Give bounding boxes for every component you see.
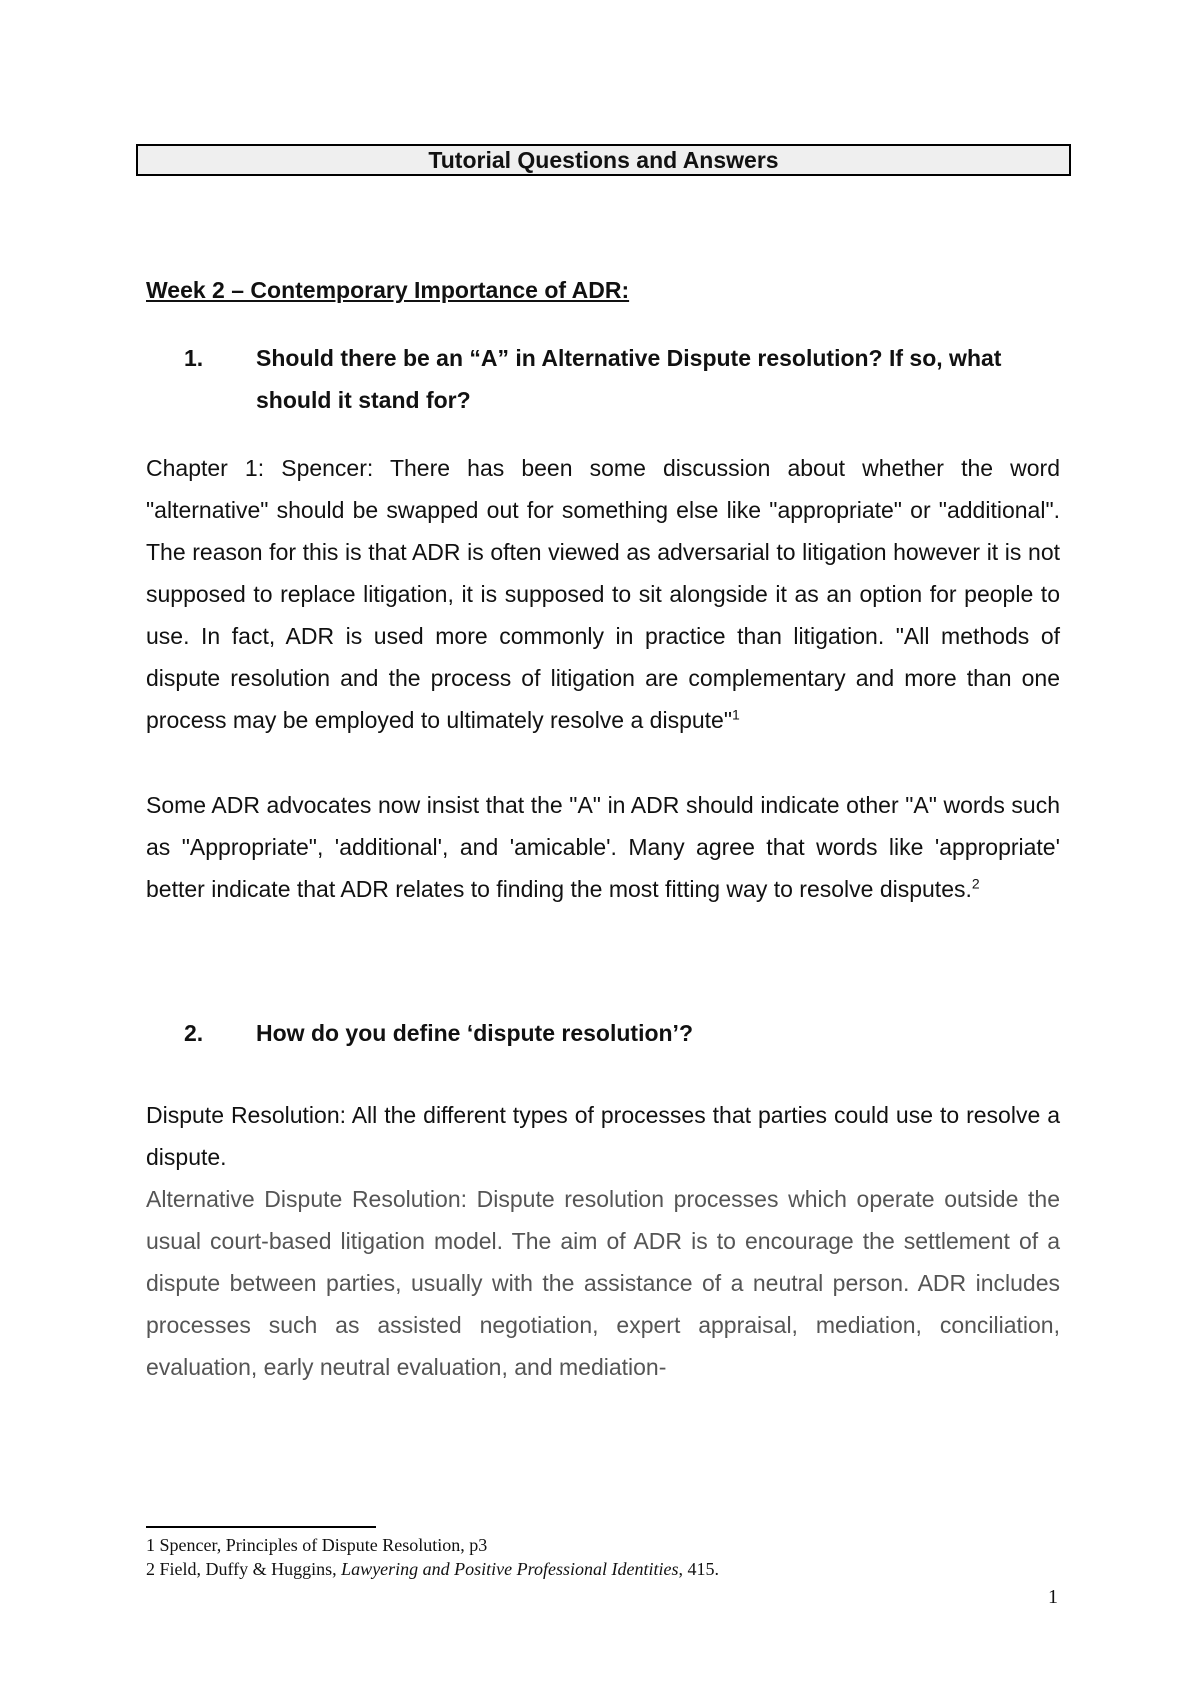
- question-2-number: 2.: [184, 1020, 204, 1046]
- answer-paragraph-2: [146, 784, 1060, 910]
- question-1-number: 1.: [184, 345, 204, 371]
- footnote-2-prefix: 2 Field, Duffy & Huggins,: [146, 1559, 342, 1579]
- definition-dispute-resolution: Dispute Resolution: All the different types of processes that parties could use to resolve a dispute.: [146, 1102, 1060, 1170]
- question-1-text: Should there be an “A” in Alternative Dispute resolution? If so, what should it stand for?: [256, 345, 1002, 413]
- answer-paragraph-2-text: Some ADR advocates now insist that the "A" in ADR should indicate other "A" words such as "Appropriate", 'additional', and 'amicable'. Many agree that words like 'appropriate' better indicate that ADR relates to finding the most fitting way to resolve disputes.: [146, 792, 1060, 902]
- question-2: [146, 1012, 1066, 1054]
- question-1: [146, 337, 1066, 421]
- footnote-separator: [146, 1526, 376, 1528]
- footnote-ref-1[interactable]: 1: [732, 706, 740, 723]
- footnote-1: 1 Spencer, Principles of Dispute Resolution, p3: [146, 1535, 488, 1555]
- footnote-ref-2[interactable]: 2: [971, 875, 980, 892]
- footnote-2-suffix: , 415.: [678, 1559, 719, 1579]
- footnote-2: [146, 1558, 719, 1580]
- document-title-box: [136, 144, 1071, 176]
- footnote-2-title: Lawyering and Positive Professional Identities: [341, 1559, 679, 1579]
- week-heading: Week 2 – Contemporary Importance of ADR:: [146, 277, 630, 303]
- question-2-text: How do you define ‘dispute resolution’?: [256, 1020, 693, 1046]
- document-title: Tutorial Questions and Answers: [428, 146, 779, 173]
- definition-adr: Alternative Dispute Resolution: Dispute resolution processes which operate outside the usual court-based litigation model. The aim of ADR is to encourage the settlement of a dispute between parties, usually with the assistance of a neutral person. ADR includes processes such as assisted negotiation, expert appraisal, mediation, conciliation, evaluation, early neutral evaluation, and mediation-: [146, 1186, 1060, 1380]
- answer-paragraph-1-text: Chapter 1: Spencer: There has been some discussion about whether the word "alternative" should be swapped out for something else like "appropriate" or "additional". The reason for this is that ADR is often viewed as adversarial to litigation however it is not supposed to replace litigation, it is supposed to sit alongside it as an option for people to use. In fact, ADR is used more commonly in practice than litigation. "All methods of dispute resolution and the process of litigation are complementary and more than one process may be employed to ultimately resolve a dispute": [146, 455, 1060, 733]
- page-number: 1: [1048, 1586, 1058, 1608]
- answer-paragraph-1: [146, 447, 1060, 741]
